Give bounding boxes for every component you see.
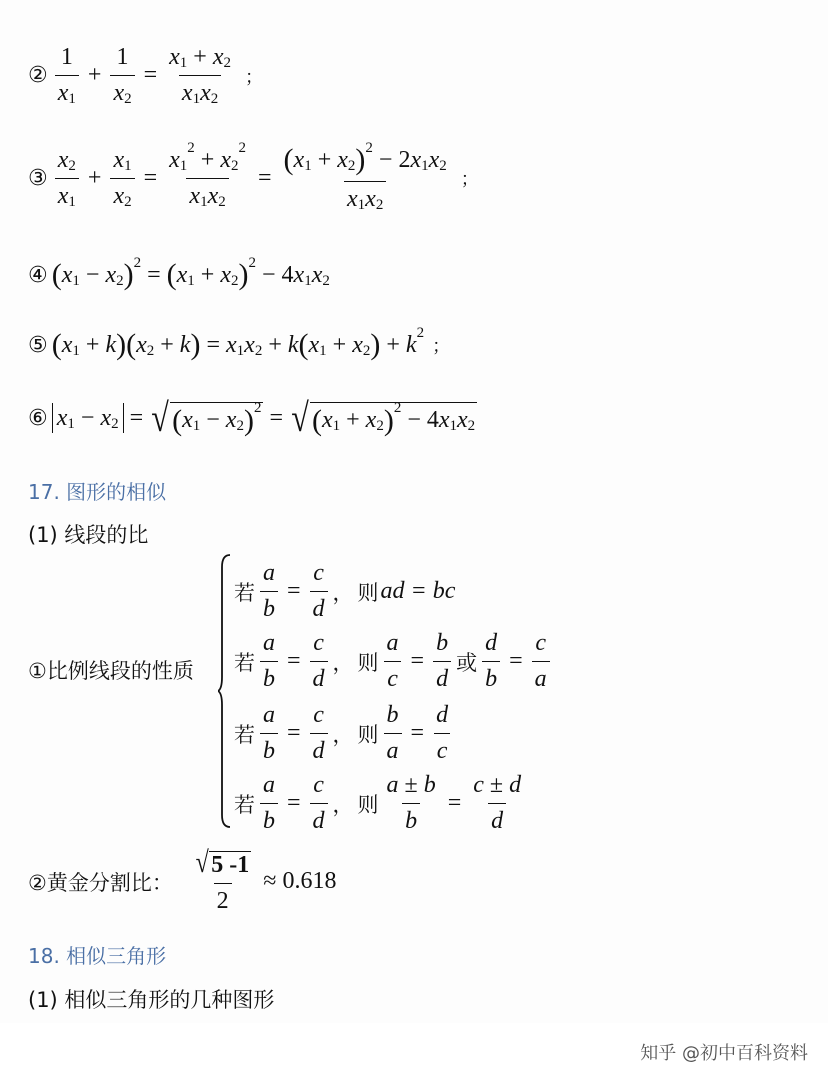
- golden-ratio-label: ②黄金分割比：: [28, 870, 173, 895]
- proportion-properties-label: ①比例线段的性质: [28, 659, 194, 683]
- golden-ratio: ②黄金分割比： √ 5 -1 2 ≈ 0.618: [28, 846, 337, 914]
- watermark: 知乎 @初中百科资料: [640, 1043, 808, 1064]
- formula-number: ③: [28, 165, 48, 191]
- formula-number: ⑥: [28, 405, 48, 431]
- formula-3: ③ x 2 x 1 + x 1 x 2 = x 1 2 + x 2 2 x 1 x 2 = ( x 1 + x 2 ) 2 − 2 x 1 x 2 x 1 x 2 ；: [28, 139, 479, 213]
- fraction: 1 x 1: [55, 44, 79, 107]
- formula-number: ⑤: [28, 332, 48, 358]
- proportion-case-2: 若 $\frac{a}{b}$ = $\frac{c}{d}$ ， 则 $\frac{a}{c}$ = $\frac{b}{d}$ 或 $\frac{d}{b}$ = $\frac{c}{a}$: [232, 630, 553, 693]
- subheading-similar-triangles: (1) 相似三角形的几种图形: [28, 988, 275, 1012]
- formula-5: ⑤ ( x 1 + k ) ( x 2 + k ) = x 1 x 2 + k ( x 1 + x 2 ) + k 2 ；: [28, 324, 451, 361]
- section-heading-18: 18. 相似三角形: [28, 944, 167, 968]
- formula-4: ④ ( x 1 − x 2 ) 2 = ( x 1 + x 2 ) 2 − 4 x 1 x 2: [28, 254, 330, 291]
- formula-2: ② 1 x 1 + 1 x 2 = x 1 + x 2 x 1 x 2 ；: [28, 44, 263, 107]
- formula-number: ②: [28, 63, 48, 88]
- proportion-case-1: 若 $\frac{a}{b}$ = $\frac{c}{d}$ ， 则 ad = bc: [234, 560, 456, 622]
- left-brace: [218, 553, 232, 829]
- proportion-case-3: 若 $\frac{a}{b}$ = $\frac{c}{d}$ ， 则 $\frac{b}{a}$ = $\frac{d}{c}$: [232, 702, 454, 765]
- fraction: x 1 + x 2 x 1 x 2: [169, 44, 231, 107]
- section-heading-17: 17. 图形的相似: [28, 480, 167, 504]
- subheading-segment-ratio: (1) 线段的比: [28, 523, 149, 547]
- formula-number: ④: [28, 262, 48, 288]
- fraction: 1 x 2: [110, 44, 134, 107]
- golden-ratio-value: ≈ 0.618: [263, 868, 337, 894]
- formula-6: ⑥ x 1 − x 2 = √ ( x 1 − x 2 ) 2 = √ ( x 1 + x 2 ) 2 − 4 x 1 x 2: [28, 395, 476, 440]
- proportion-case-4: 若 $\frac{a}{b}$ = $\frac{c}{d}$ ， 则 a ± b b = c ± d d: [234, 772, 522, 834]
